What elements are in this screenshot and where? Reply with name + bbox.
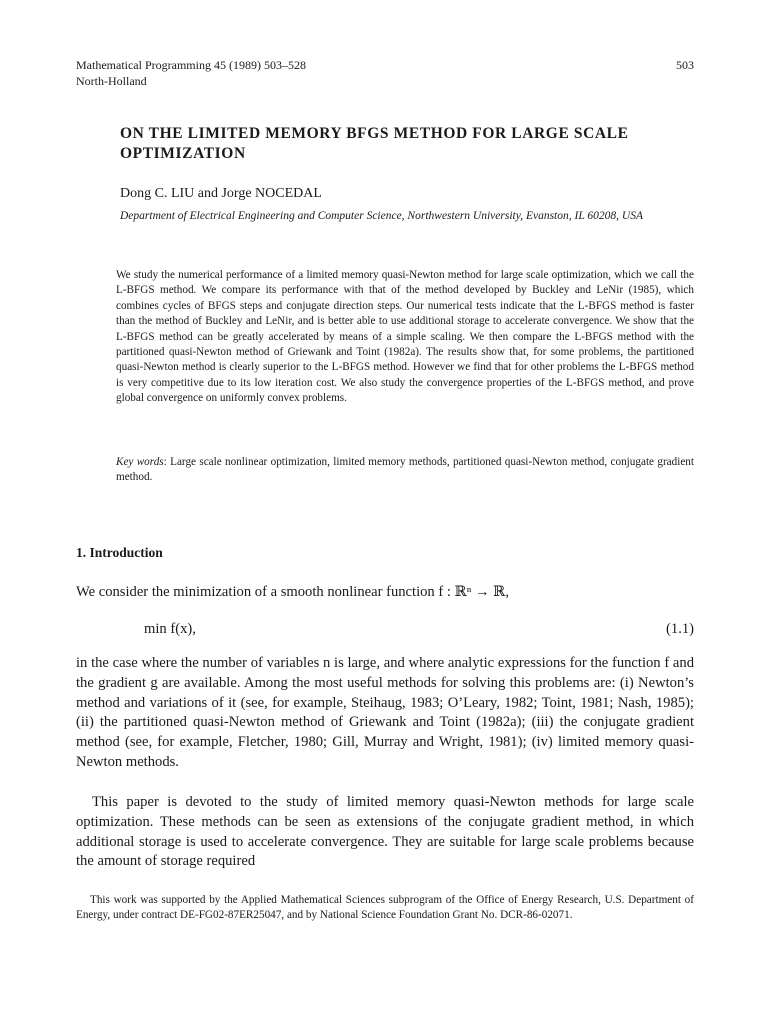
equation-expression: min f(x), — [144, 621, 196, 637]
section-heading: 1. Introduction — [76, 545, 163, 560]
keywords-text: Large scale nonlinear optimization, limited memory methods, partitioned quasi-Newton method, conjugate gradient method. — [116, 456, 695, 484]
paper-authors: Dong C. LIU and Jorge NOCEDAL — [120, 186, 322, 201]
author-affiliation: Department of Electrical Engineering and Computer Science, Northwestern University, Evanston, IL 60208, USA — [120, 210, 643, 222]
funding-footnote: This work was supported by the Applied Mathematical Sciences subprogram of the Office of Energy Research, U.S. Department of Energy, under contract DE-FG02-87ER25047, and by National Science Foundation Grant No. DCR-86-02071. — [76, 894, 694, 922]
publisher: North-Holland — [76, 74, 147, 88]
intro-sentence: We consider the minimization of a smooth nonlinear function f : ℝⁿ → ℝ, — [76, 584, 509, 600]
keywords-colon: : — [163, 456, 171, 468]
page-header — [76, 57, 694, 89]
abstract: We study the numerical performance of a limited memory quasi-Newton method for large scale optimization, which we call the L-BFGS method. We compare its performance with that of the method developed by Buckley and LeNir (1985), which combines cycles of BFGS steps and conjugate direction steps. Our numerical tests indicate that the L-BFGS method is faster than the method of Buckley and LeNir, and is better able to use additional storage to accelerate convergence. We show that the L-BFGS method can be greatly accelerated by means of a simple scaling. We then compare the L-BFGS method with the partitioned quasi-Newton method of Griewank and Toint (1982a). The results show that, for some problems, the partitioned quasi-Newton method is clearly superior to the L-BFGS method. However we find that for other problems the L-BFGS method is very competitive due to its low iteration cost. We also study the convergence properties of the L-BFGS method, and prove global convergence on uniformly convex problems. — [116, 269, 694, 405]
body-paragraph-1: in the case where the number of variables n is large, and where analytic expressions for the function f and the gradient g are available. Among the most useful methods for solving this problems are: (i) Newton’s method and variations of it (see, for example, Steihaug, 1983; O’Leary, 1982; Toint, 1981; Nash, 1985); (ii) the partitioned quasi-Newton method of Griewank and Toint (1982a); (iii) the conjugate gradient method (see, for example, Fletcher, 1980; Gill, Murray and Wright, 1981); (iv) limited memory quasi-Newton methods. — [76, 655, 694, 770]
page-number: 503 — [676, 58, 694, 72]
equation-number: (1.1) — [666, 621, 694, 637]
body-paragraph-2: This paper is devoted to the study of limited memory quasi-Newton methods for large scale optimization. These methods can be seen as extensions of the conjugate gradient method, in which additional storage is used to accelerate convergence. They are suitable for large scale problems because the amount of storage required — [76, 794, 694, 870]
keywords — [116, 455, 694, 486]
keywords-label: Key words — [116, 456, 164, 468]
paper-title: ON THE LIMITED MEMORY BFGS METHOD FOR LARGE SCALE OPTIMIZATION — [120, 125, 629, 162]
journal-citation: Mathematical Programming 45 (1989) 503–528 — [76, 58, 306, 72]
